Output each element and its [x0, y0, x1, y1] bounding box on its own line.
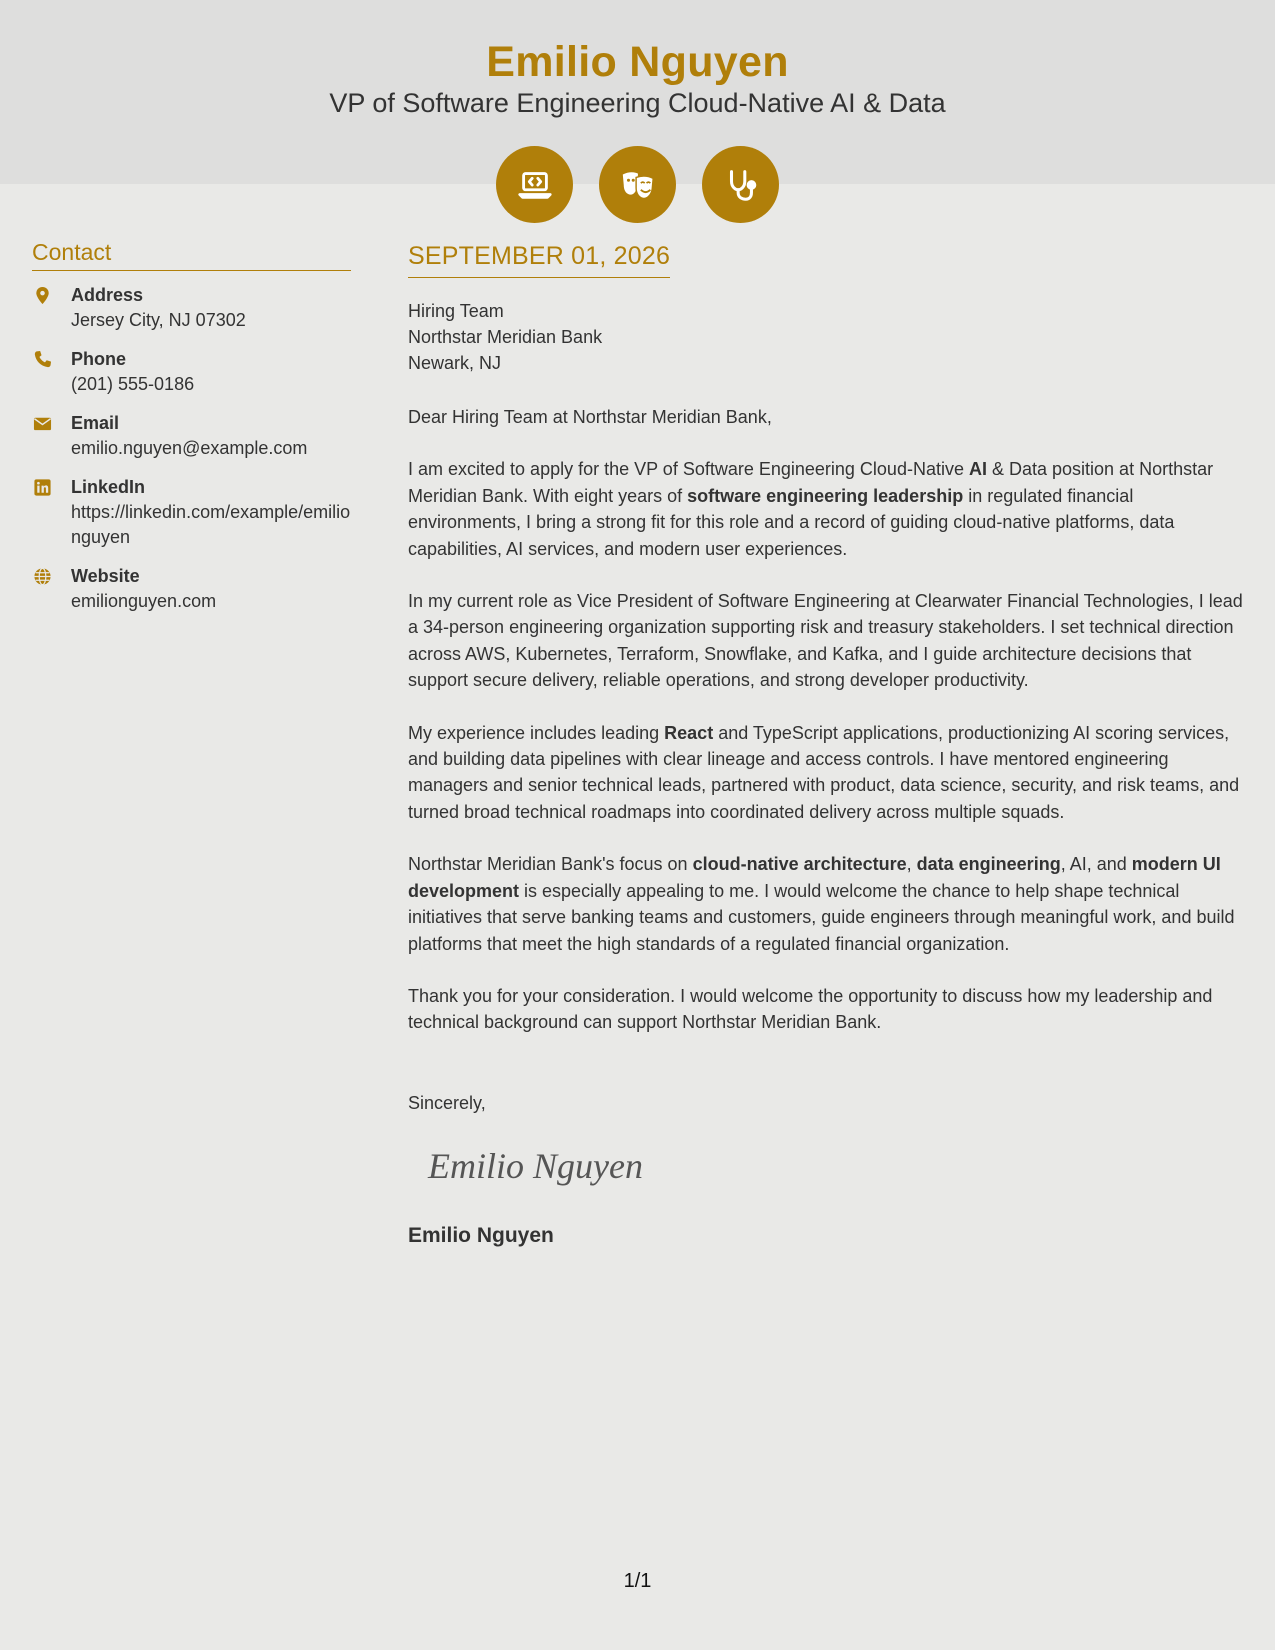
- contact-list: [32, 283, 351, 614]
- paragraph-text: ,: [906, 854, 917, 875]
- recipient-line: Newark, NJ: [408, 353, 502, 373]
- contact-item-address: [32, 283, 351, 333]
- contact-item-phone: [32, 347, 351, 397]
- email-label: Email: [71, 413, 120, 433]
- paragraph-text: and TypeScript applications, productionizing AI scoring services, and building data pipelines with clear lineage and access controls. I have mentored engineering managers and senior technical leads, partnered with product, data science, security, and risk teams, and turned broad technical roadmaps into coordinated delivery across multiple squads.: [408, 722, 1240, 822]
- job-title: VP of Software Engineering Cloud-Native AI & Data: [329, 88, 946, 118]
- letter-paragraph: [408, 456, 1250, 562]
- emphasized-text: data engineering: [916, 854, 1061, 875]
- recipient-line: Northstar Meridian Bank: [408, 327, 603, 347]
- laptop-code-icon: [496, 146, 573, 223]
- phone-icon: [32, 349, 52, 369]
- letter-date: SEPTEMBER 01, 2026: [408, 240, 670, 278]
- header-icon-row: [496, 146, 779, 223]
- website-value[interactable]: emilionguyen.com: [71, 591, 217, 611]
- paragraph-text: Thank you for your consideration. I would welcome the opportunity to discuss how my leadership and technical background can support Northstar Meridian Bank.: [408, 985, 1213, 1033]
- signature: [426, 1138, 1250, 1210]
- paragraph-text: is especially appealing to me. I would welcome the chance to help shape technical initiatives that serve banking teams and customers, guide engineers through meaningful work, and build platforms that meet the high standards of a regulated financial organization.: [408, 880, 1235, 954]
- emphasized-text: modern UI development: [408, 854, 1221, 901]
- paragraph-text: In my current role as Vice President of Software Engineering at Clearwater Financial Technologies, I lead a 34-person engineering organization supporting risk and treasury stakeholders. I set technical direction across AWS, Kubernetes, Terraform, Snowflake, and Kafka, and I guide architecture decisions that support secure delivery, reliable operations, and strong developer productivity.: [408, 591, 1243, 691]
- address-label: Address: [71, 285, 144, 305]
- paragraph-text: in regulated financial environments, I bring a strong fit for this role and a record of guiding cloud-native platforms, data capabilities, AI services, and modern user experiences.: [408, 485, 1175, 559]
- paragraph-text: , AI, and: [1060, 854, 1132, 875]
- letter-paragraph: [408, 720, 1250, 826]
- signer-name: Emilio Nguyen: [408, 1223, 554, 1247]
- candidate-name: Emilio Nguyen: [486, 38, 789, 86]
- salutation: Dear Hiring Team at Northstar Meridian Bank,: [408, 407, 772, 427]
- paragraph-text: & Data position at Northstar Meridian Bank. With eight years of: [408, 459, 1214, 506]
- recipient-line: Hiring Team: [408, 301, 504, 321]
- phone-value: (201) 555-0186: [71, 374, 195, 394]
- emphasized-text: software engineering leadership: [687, 485, 964, 506]
- website-label: Website: [71, 566, 140, 586]
- contact-item-email: [32, 411, 351, 461]
- emphasized-text: AI: [968, 459, 987, 480]
- signature-text: Emilio Nguyen: [428, 1145, 643, 1186]
- letter-body: [408, 240, 1250, 1250]
- theater-masks-icon: [599, 146, 676, 223]
- letter-paragraph: [408, 983, 1250, 1036]
- envelope-icon: [32, 413, 52, 433]
- letter-paragraphs: [408, 456, 1250, 1035]
- linkedin-label: LinkedIn: [71, 477, 146, 497]
- paragraph-text: I am excited to apply for the VP of Software Engineering Cloud-Native: [408, 459, 969, 480]
- contact-heading: Contact: [32, 238, 351, 271]
- email-value[interactable]: emilio.nguyen@example.com: [71, 438, 308, 458]
- emphasized-text: React: [664, 722, 714, 743]
- globe-icon: [32, 566, 52, 586]
- page-number: 1/1: [623, 1570, 652, 1592]
- contact-item-website: [32, 564, 351, 614]
- closing: Sincerely,: [408, 1092, 486, 1113]
- linkedin-icon: [32, 477, 52, 497]
- paragraph-text: Northstar Meridian Bank's focus on: [408, 854, 693, 875]
- letter-paragraph: [408, 588, 1250, 694]
- map-pin-icon: [32, 285, 52, 305]
- emphasized-text: cloud-native architecture: [692, 854, 907, 875]
- recipient-block: [408, 298, 1250, 376]
- linkedin-value[interactable]: https://linkedin.com/example/emilionguyen: [71, 502, 351, 547]
- contact-sidebar: [32, 238, 351, 628]
- paragraph-text: My experience includes leading: [408, 722, 665, 743]
- phone-label: Phone: [71, 349, 127, 369]
- letter-paragraph: [408, 851, 1250, 957]
- stethoscope-icon: [702, 146, 779, 223]
- address-value: Jersey City, NJ 07302: [71, 310, 246, 330]
- contact-item-linkedin: [32, 475, 351, 550]
